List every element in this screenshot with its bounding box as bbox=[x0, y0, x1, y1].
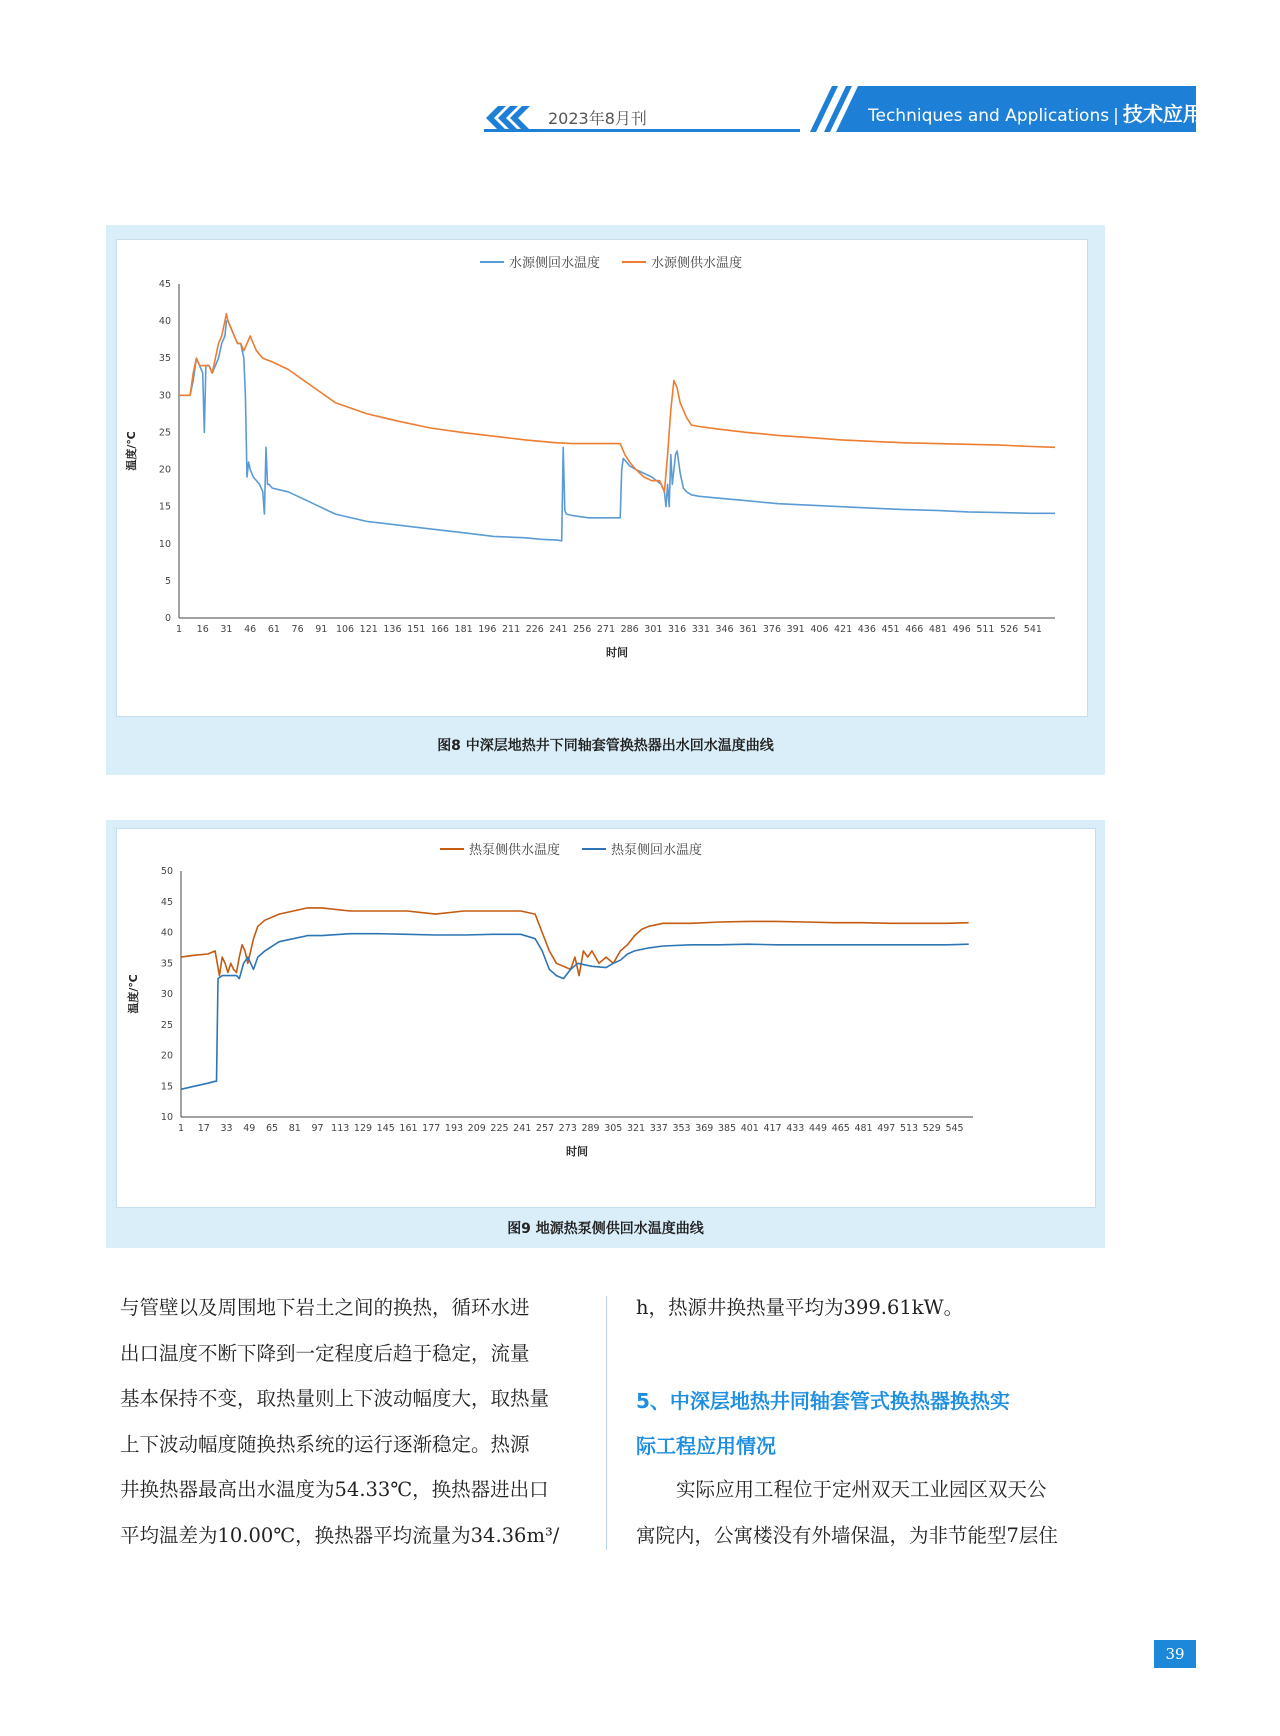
x-tick-label: 433 bbox=[786, 1123, 805, 1134]
x-tick-label: 301 bbox=[644, 624, 663, 635]
x-tick-label: 436 bbox=[857, 624, 876, 635]
x-tick-label: 511 bbox=[976, 624, 995, 635]
x-tick-label: 136 bbox=[383, 624, 402, 635]
x-tick-label: 181 bbox=[454, 624, 473, 635]
y-tick-label: 15 bbox=[160, 1081, 173, 1093]
y-axis-label: 温度/℃ bbox=[127, 974, 140, 1014]
x-tick-label: 65 bbox=[265, 1123, 279, 1134]
y-tick-label: 10 bbox=[158, 538, 171, 550]
x-tick-label: 145 bbox=[376, 1123, 395, 1134]
body-line: 实际应用工程位于定州双天工业园区双天公 bbox=[676, 1478, 1047, 1501]
x-tick-label: 526 bbox=[1000, 624, 1019, 635]
x-tick-label: 496 bbox=[952, 624, 971, 635]
series-line bbox=[179, 314, 1055, 492]
header-section-title bbox=[868, 98, 1203, 127]
x-tick-label: 391 bbox=[786, 624, 805, 635]
x-tick-label: 466 bbox=[905, 624, 924, 635]
x-tick-label: 369 bbox=[695, 1123, 714, 1134]
x-tick-label: 106 bbox=[335, 624, 355, 635]
x-tick-label: 316 bbox=[668, 624, 687, 635]
x-tick-label: 346 bbox=[715, 624, 734, 635]
x-tick-label: 401 bbox=[740, 1123, 759, 1134]
figure9-panel bbox=[106, 820, 1105, 1248]
y-tick-label: 35 bbox=[160, 958, 173, 970]
x-tick-label: 271 bbox=[596, 624, 616, 635]
x-tick-label: 166 bbox=[430, 624, 449, 635]
x-tick-label: 16 bbox=[196, 624, 209, 635]
figure8-panel bbox=[106, 225, 1105, 775]
y-tick-label: 40 bbox=[160, 927, 173, 939]
x-tick-label: 1 bbox=[175, 624, 183, 635]
x-tick-label: 1 bbox=[177, 1123, 185, 1134]
x-tick-label: 225 bbox=[490, 1123, 509, 1134]
x-tick-label: 361 bbox=[739, 624, 758, 635]
x-tick-label: 161 bbox=[399, 1123, 418, 1134]
x-axis-label: 时间 bbox=[606, 646, 628, 659]
header-separator: | bbox=[1113, 106, 1119, 126]
column-divider bbox=[606, 1296, 607, 1550]
x-tick-label: 541 bbox=[1023, 624, 1042, 635]
header-chevron-icon bbox=[484, 104, 530, 132]
x-tick-label: 406 bbox=[810, 624, 829, 635]
figure9-chart-area bbox=[116, 828, 1096, 1208]
x-tick-label: 529 bbox=[922, 1123, 941, 1134]
x-tick-label: 331 bbox=[691, 624, 710, 635]
body-line: 寓院内，公寓楼没有外墙保温，为非节能型7层住 bbox=[636, 1523, 1058, 1547]
figure8-line-chart bbox=[117, 240, 1087, 716]
body-left-column bbox=[120, 1285, 584, 1559]
x-tick-label: 417 bbox=[763, 1123, 782, 1134]
legend-label: 水源侧供水温度 bbox=[651, 256, 743, 271]
y-tick-label: 30 bbox=[158, 390, 171, 402]
body-line: 基本保持不变，取热量则上下波动幅度大，取热量 bbox=[120, 1387, 550, 1411]
y-axis-label: 温度/℃ bbox=[125, 431, 138, 471]
x-tick-label: 305 bbox=[604, 1123, 623, 1134]
y-tick-label: 20 bbox=[160, 1050, 173, 1062]
body-right-column bbox=[636, 1285, 1092, 1331]
x-tick-label: 91 bbox=[315, 624, 328, 635]
series-line bbox=[179, 321, 1055, 541]
x-tick-label: 481 bbox=[928, 624, 948, 635]
x-tick-label: 513 bbox=[899, 1123, 919, 1134]
x-tick-label: 385 bbox=[717, 1123, 737, 1134]
x-tick-label: 321 bbox=[626, 1123, 646, 1134]
body-right-paragraph bbox=[636, 1467, 1092, 1558]
figure8-chart-area bbox=[116, 239, 1088, 717]
legend-label: 热泵侧供水温度 bbox=[469, 843, 561, 858]
x-tick-label: 449 bbox=[808, 1123, 828, 1134]
x-tick-label: 129 bbox=[353, 1123, 373, 1134]
y-tick-label: 25 bbox=[158, 427, 171, 439]
y-tick-label: 35 bbox=[158, 353, 171, 365]
x-tick-label: 481 bbox=[854, 1123, 873, 1134]
x-tick-label: 177 bbox=[422, 1123, 441, 1134]
x-tick-label: 193 bbox=[444, 1123, 464, 1134]
x-tick-label: 256 bbox=[573, 624, 592, 635]
y-tick-label: 5 bbox=[164, 575, 171, 587]
figure9-caption: 图9 地源热泵侧供回水温度曲线 bbox=[507, 1221, 704, 1237]
figure9-line-chart bbox=[117, 829, 1095, 1207]
x-tick-label: 497 bbox=[877, 1123, 896, 1134]
x-tick-label: 33 bbox=[220, 1123, 233, 1134]
y-tick-label: 50 bbox=[160, 866, 173, 877]
body-line: 与管壁以及周围地下岩土之间的换热，循环水进 bbox=[120, 1296, 530, 1319]
x-tick-label: 451 bbox=[881, 624, 900, 635]
x-tick-label: 49 bbox=[243, 1123, 256, 1134]
x-tick-label: 31 bbox=[220, 624, 233, 635]
y-tick-label: 25 bbox=[160, 1019, 173, 1031]
y-tick-label: 45 bbox=[158, 279, 171, 290]
x-tick-label: 376 bbox=[762, 624, 782, 635]
y-tick-label: 10 bbox=[160, 1112, 173, 1123]
x-tick-label: 545 bbox=[945, 1123, 964, 1134]
x-tick-label: 286 bbox=[620, 624, 639, 635]
body-line: 井换热器最高出水温度为54.33℃，换热器进出口 bbox=[120, 1478, 549, 1502]
body-line: 出口温度不断下降到一定程度后趋于稳定，流量 bbox=[120, 1341, 530, 1365]
y-tick-label: 20 bbox=[158, 464, 171, 476]
y-tick-label: 30 bbox=[160, 989, 173, 1000]
x-tick-label: 211 bbox=[501, 624, 521, 635]
figure8-caption: 图8 中深层地热井下同轴套管换热器出水回水温度曲线 bbox=[437, 738, 774, 754]
x-tick-label: 241 bbox=[513, 1123, 532, 1134]
x-tick-label: 46 bbox=[244, 624, 257, 635]
y-tick-label: 15 bbox=[158, 501, 171, 513]
x-tick-label: 121 bbox=[359, 624, 378, 635]
header-title-en: Techniques and Applications bbox=[868, 106, 1110, 126]
header-issue: 2023年8月刊 bbox=[548, 109, 647, 128]
body-line: h，热源井换热量平均为399.61kW。 bbox=[636, 1296, 964, 1319]
x-tick-label: 465 bbox=[831, 1123, 850, 1134]
x-tick-label: 273 bbox=[558, 1123, 577, 1134]
header-title-cn: 技术应用 bbox=[1122, 102, 1203, 126]
x-tick-label: 81 bbox=[288, 1123, 301, 1134]
legend-label: 热泵侧回水温度 bbox=[611, 843, 703, 858]
x-tick-label: 289 bbox=[581, 1123, 600, 1134]
y-tick-label: 45 bbox=[160, 896, 173, 908]
x-tick-label: 209 bbox=[467, 1123, 486, 1134]
x-tick-label: 76 bbox=[291, 624, 304, 635]
x-tick-label: 113 bbox=[331, 1123, 350, 1134]
x-tick-label: 337 bbox=[649, 1123, 668, 1134]
x-tick-label: 97 bbox=[311, 1123, 324, 1134]
x-tick-label: 353 bbox=[672, 1123, 691, 1134]
x-tick-label: 151 bbox=[407, 624, 426, 635]
x-tick-label: 257 bbox=[535, 1123, 555, 1134]
x-tick-label: 241 bbox=[549, 624, 568, 635]
page-number: 39 bbox=[1154, 1640, 1196, 1668]
x-tick-label: 421 bbox=[834, 624, 853, 635]
body-line: 平均温差为10.00℃，换热器平均流量为34.36m³/ bbox=[120, 1523, 560, 1547]
y-tick-label: 40 bbox=[158, 316, 171, 328]
x-axis-label: 时间 bbox=[566, 1145, 588, 1158]
section-heading-continued: 际工程应用情况 bbox=[636, 1434, 776, 1458]
x-tick-label: 61 bbox=[267, 624, 280, 635]
x-tick-label: 226 bbox=[525, 624, 544, 635]
section-heading: 5、中深层地热井同轴套管式换热器换热实 bbox=[636, 1389, 1010, 1413]
y-tick-label: 0 bbox=[164, 613, 171, 624]
x-tick-label: 17 bbox=[197, 1123, 210, 1134]
body-line: 上下波动幅度随换热系统的运行逐渐稳定。热源 bbox=[120, 1432, 530, 1456]
legend-label: 水源侧回水温度 bbox=[509, 256, 601, 271]
x-tick-label: 196 bbox=[478, 624, 497, 635]
